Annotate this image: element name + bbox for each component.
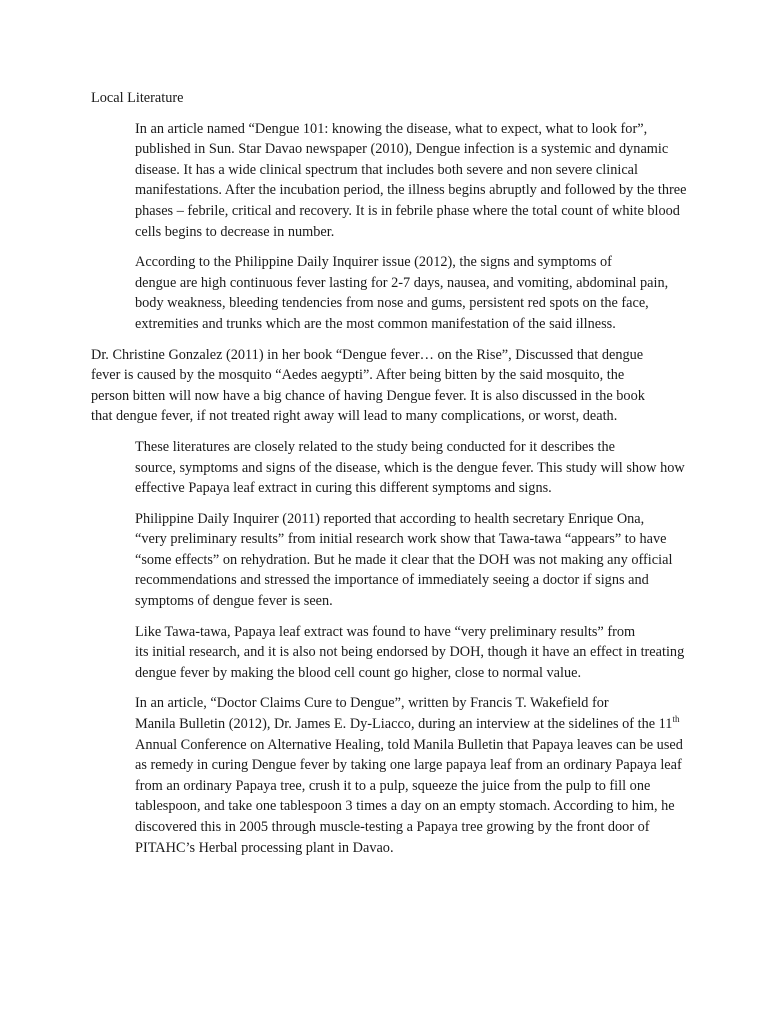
paragraph-line: dengue are high continuous fever lasting for 2-7 days, nausea, and vomiting, abdominal pain, — [135, 274, 669, 291]
paragraph-line — [91, 714, 679, 735]
paragraph-line: These literatures are closely related to the study being conducted for it describes the — [135, 438, 615, 455]
paragraph — [91, 509, 679, 612]
paragraph — [91, 345, 679, 427]
paragraph — [91, 252, 679, 334]
paragraph-line: effective Papaya leaf extract in curing this different symptoms and signs. — [135, 480, 552, 497]
paragraph-line: source, symptoms and signs of the disease, which is the dengue fever. This study will show how — [135, 459, 685, 476]
paragraph-line: Philippine Daily Inquirer (2011) reported that according to health secretary Enrique Ona, — [135, 510, 645, 527]
paragraph-manila-bulletin — [91, 693, 683, 858]
paragraph-line: from an ordinary Papaya tree, crush it to a pulp, squeeze the juice from the pulp to fill one — [135, 777, 651, 794]
paragraph-line: PITAHC’s Herbal processing plant in Davao. — [135, 839, 394, 856]
document-page — [91, 88, 687, 868]
paragraph-line: cells begins to decrease in number. — [135, 223, 335, 240]
paragraph-line: “some effects” on rehydration. But he made it clear that the DOH was not making any official — [135, 551, 673, 568]
paragraph-line: extremities and trunks which are the most common manifestation of the said illness. — [135, 315, 616, 332]
paragraph-line: tablespoon, and take one tablespoon 3 times a day on an empty stomach. According to him, he — [135, 798, 675, 815]
paragraph-line: as remedy in curing Dengue fever by taking one large papaya leaf from an ordinary Papaya leaf — [135, 757, 682, 774]
paragraph-line: fever is caused by the mosquito “Aedes aegypti”. After being bitten by the said mosquito, the — [91, 367, 625, 384]
paragraph-line: published in Sun. Star Davao newspaper (2010), Dengue infection is a systemic and dynamic — [135, 141, 669, 158]
paragraph-line: body weakness, bleeding tendencies from nose and gums, persistent red spots on the face, — [135, 295, 649, 312]
paragraph — [91, 437, 685, 499]
paragraph-list — [91, 119, 687, 684]
section-heading: Local Literature — [91, 90, 184, 106]
paragraph-line: disease. It has a wide clinical spectrum that includes both severe and non severe clinical — [135, 161, 638, 178]
paragraph-line: Like Tawa-tawa, Papaya leaf extract was found to have “very preliminary results” from — [135, 623, 636, 640]
paragraph-rest-lines — [91, 735, 683, 859]
paragraph-line: “very preliminary results” from initial research work show that Tawa-tawa “appears” to have — [135, 531, 667, 548]
paragraph-line: Annual Conference on Alternative Healing, told Manila Bulletin that Papaya leaves can be used — [135, 736, 683, 753]
paragraph-line: that dengue fever, if not treated right away will lead to many complications, or worst, death. — [91, 408, 618, 425]
paragraph-line: phases – febrile, critical and recovery. It is in febrile phase where the total count of white blood — [135, 202, 680, 219]
paragraph-line: In an article named “Dengue 101: knowing the disease, what to expect, what to look for”, — [135, 120, 648, 137]
line-text: Manila Bulletin (2012), Dr. James E. Dy-Liacco, during an interview at the sidelines of the 11 — [135, 716, 673, 733]
paragraph-line: discovered this in 2005 through muscle-testing a Papaya tree growing by the front door of — [135, 819, 650, 835]
paragraph-line: person bitten will now have a big chance of having Dengue fever. It is also discussed in the book — [91, 387, 645, 404]
paragraph-line: manifestations. After the incubation period, the illness begins abruptly and followed by the three — [135, 182, 687, 199]
paragraph-line: Dr. Christine Gonzalez (2011) in her book “Dengue fever… on the Rise”, Discussed that dengue — [91, 346, 644, 363]
paragraph-line: In an article, “Doctor Claims Cure to Dengue”, written by Francis T. Wakefield for — [135, 695, 609, 712]
paragraph-line: recommendations and stressed the importance of immediately seeing a doctor if signs and — [135, 572, 649, 589]
paragraph — [91, 119, 687, 243]
paragraph-line: symptoms of dengue fever is seen. — [135, 593, 333, 610]
paragraph-line: its initial research, and it is also not being endorsed by DOH, though it have an effect in treating — [135, 644, 685, 661]
paragraph — [91, 622, 685, 684]
paragraph-line: dengue fever by making the blood cell count go higher, close to normal value. — [135, 664, 582, 681]
paragraph-line: According to the Philippine Daily Inquirer issue (2012), the signs and symptoms of — [135, 254, 612, 271]
ordinal-superscript: th — [672, 714, 680, 725]
